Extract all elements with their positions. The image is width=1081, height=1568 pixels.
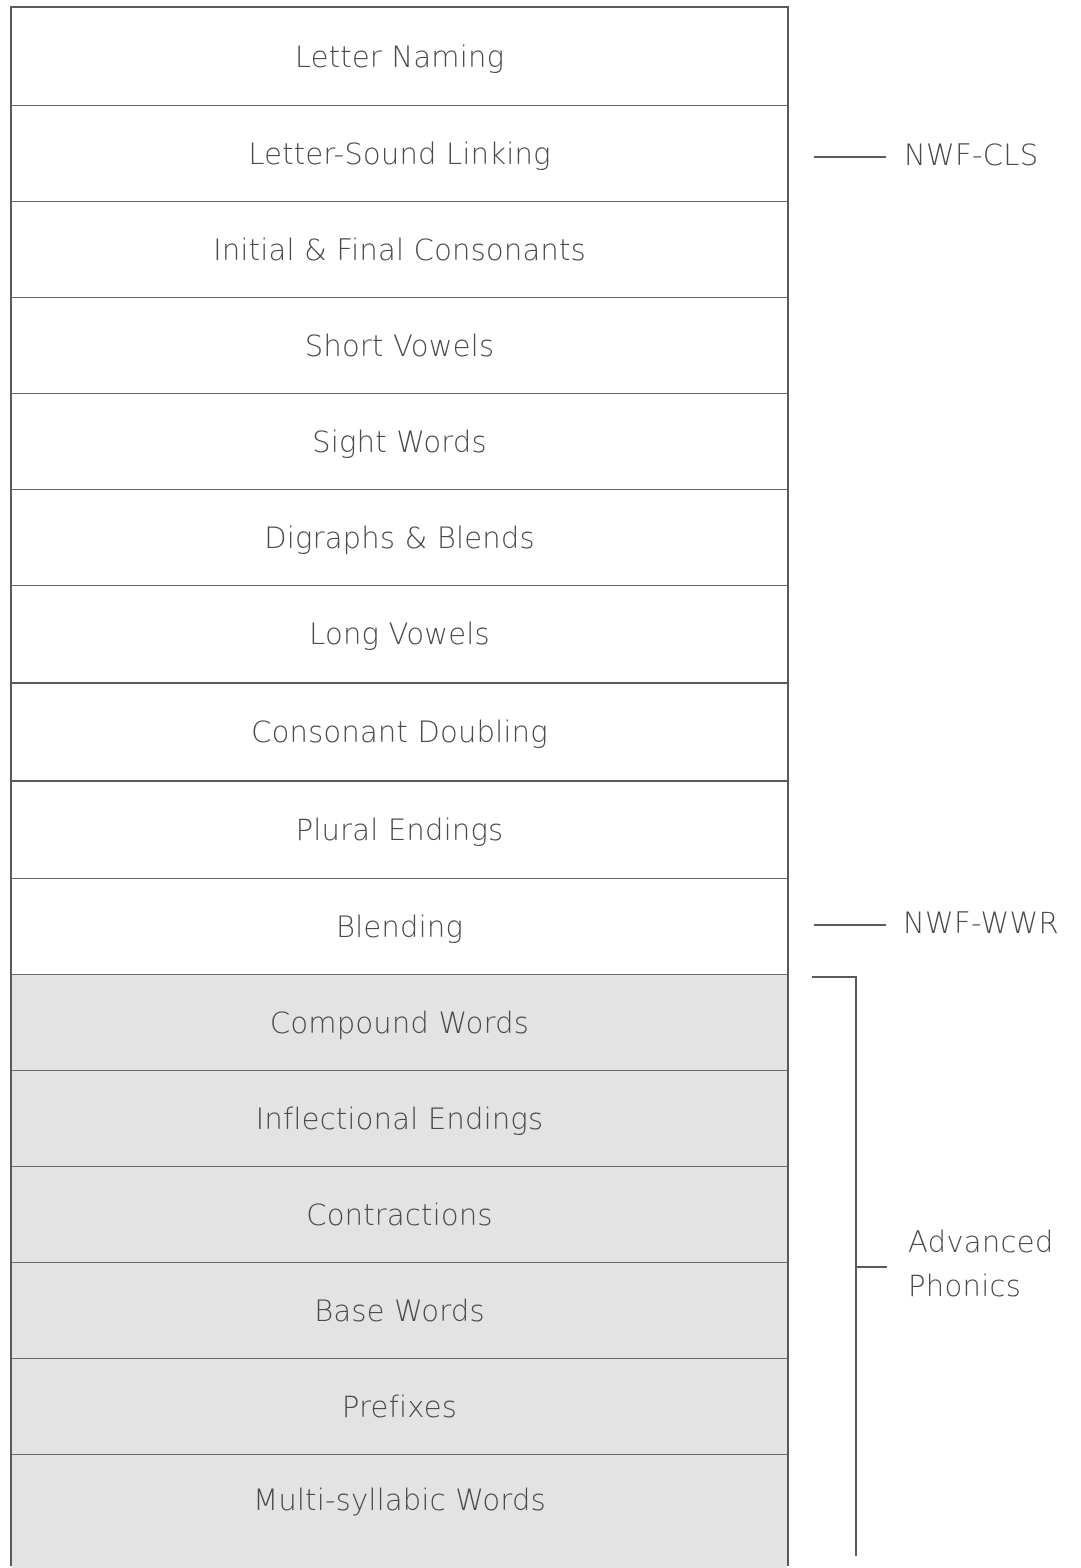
- skill-row-contractions: [12, 1167, 787, 1263]
- bracket-label-line1: Advanced: [908, 1225, 1054, 1259]
- bracket-top-arm: [812, 976, 857, 978]
- skill-row-consonant-doubling: [12, 684, 787, 782]
- skill-label: Letter-Sound Linking: [248, 136, 551, 171]
- skill-label: Sight Words: [312, 424, 487, 459]
- skill-row-letter-naming: [12, 8, 787, 106]
- nwf-cls-label: NWF-CLS: [904, 138, 1039, 172]
- skills-stack: [10, 6, 789, 1566]
- skill-label: Multi-syllabic Words: [253, 1483, 546, 1517]
- skill-label: Blending: [335, 909, 464, 944]
- skill-label: Compound Words: [269, 1005, 530, 1040]
- skill-row-initial-final-consonants: [12, 202, 787, 298]
- advanced-phonics-label: [908, 1220, 1054, 1308]
- skill-row-compound-words: [12, 975, 787, 1071]
- skill-label: Letter Naming: [294, 39, 505, 74]
- nwf-wwr-label: NWF-WWR: [903, 906, 1059, 940]
- skill-label: Plural Endings: [295, 813, 504, 847]
- skill-row-plural-endings: [12, 782, 787, 879]
- skill-label: Prefixes: [341, 1389, 458, 1424]
- skill-label: Long Vowels: [309, 617, 490, 651]
- skill-row-short-vowels: [12, 298, 787, 394]
- skill-label: Contractions: [306, 1197, 493, 1232]
- skill-row-long-vowels: [12, 586, 787, 684]
- skill-row-digraphs-blends: [12, 490, 787, 586]
- skill-row-prefixes: [12, 1359, 787, 1455]
- skill-row-sight-words: [12, 394, 787, 490]
- skill-label: Inflectional Endings: [255, 1101, 544, 1136]
- skill-label: Initial & Final Consonants: [213, 232, 586, 267]
- nwf-cls-tick: [814, 156, 886, 158]
- skill-label: Base Words: [314, 1293, 485, 1328]
- skill-row-letter-sound-linking: [12, 106, 787, 202]
- skill-label: Consonant Doubling: [251, 715, 548, 749]
- bracket-pointer: [855, 1266, 887, 1268]
- skill-row-inflectional-endings: [12, 1071, 787, 1167]
- skill-label: Short Vowels: [304, 328, 495, 363]
- bracket-label-line2: Phonics: [908, 1269, 1022, 1303]
- skill-row-multi-syllabic-words: [12, 1455, 787, 1568]
- skill-row-blending: [12, 879, 787, 975]
- skill-row-base-words: [12, 1263, 787, 1359]
- skill-label: Digraphs & Blends: [264, 520, 535, 555]
- nwf-wwr-tick: [814, 924, 886, 926]
